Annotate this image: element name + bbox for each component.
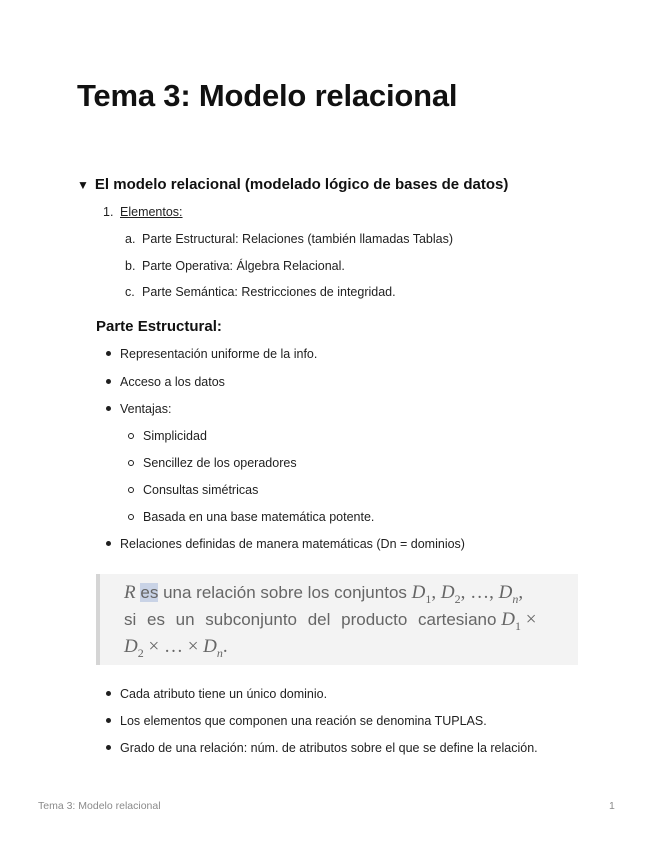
bullet-dot-icon — [106, 718, 111, 723]
math-sub: 2 — [454, 591, 461, 606]
sub-item-text: Parte Operativa: Álgebra Relacional. — [142, 259, 345, 273]
math-var: R — [124, 582, 136, 603]
math-sym: × — [525, 609, 537, 630]
bullet-item — [106, 741, 538, 755]
math-sym: × — [187, 636, 199, 657]
bullet-item — [106, 537, 465, 551]
math-var: D — [203, 636, 217, 657]
circle-bullet-icon — [128, 460, 134, 466]
math-var: D — [501, 609, 515, 630]
math-quote-block — [96, 574, 578, 665]
sub-bullet-item — [128, 510, 374, 524]
bullet-dot-icon — [106, 406, 111, 411]
bullet-dot-icon — [106, 745, 111, 750]
math-sym: . — [222, 636, 228, 657]
toggle-heading[interactable] — [77, 176, 508, 193]
section-heading: Parte Estructural: — [96, 318, 222, 335]
bullet-item — [106, 347, 317, 361]
math-sym: , — [518, 582, 524, 603]
sub-bullet-text: Simplicidad — [143, 429, 207, 443]
bullet-text: Los elementos que componen una reación se denomina TUPLAS. — [120, 714, 487, 728]
highlighted-word: es — [140, 583, 159, 602]
circle-bullet-icon — [128, 433, 134, 439]
ordered-list-item — [103, 205, 183, 219]
bullet-dot-icon — [106, 691, 111, 696]
elementos-label: Elementos: — [120, 205, 183, 219]
math-sym: , — [460, 582, 466, 603]
math-var: D — [498, 582, 513, 603]
bullet-text: Ventajas: — [120, 402, 172, 416]
bullet-dot-icon — [106, 351, 111, 356]
math-var: D — [411, 582, 426, 603]
sub-bullet-item — [128, 429, 207, 443]
math-sub: n — [512, 591, 519, 606]
math-sub: 2 — [137, 645, 144, 660]
quote-line-3 — [124, 636, 228, 661]
sub-bullet-text: Basada en una base matemática potente. — [143, 510, 375, 524]
quote-line-2 — [124, 609, 536, 634]
math-sym: , — [489, 582, 494, 603]
bullet-item — [106, 375, 225, 389]
bullet-item — [106, 402, 171, 416]
toggle-arrow-icon[interactable]: ▼ — [77, 177, 89, 192]
sub-item-text: Parte Estructural: Relaciones (también llamadas Tablas) — [142, 232, 454, 246]
circle-bullet-icon — [128, 487, 134, 493]
quote-text: si es un subconjunto del producto cartesiano — [124, 610, 497, 629]
sub-bullet-item — [128, 456, 297, 470]
page-title: Tema 3: Modelo relacional — [77, 78, 458, 113]
math-var: D — [124, 636, 138, 657]
bullet-text: Grado de una relación: núm. de atributos sobre el que se define la relación. — [120, 741, 538, 755]
quote-text: una relación sobre los conjuntos — [163, 583, 407, 602]
toggle-heading-label: El modelo relacional (modelado lógico de bases de datos) — [94, 176, 509, 193]
page-number: 1 — [609, 800, 615, 812]
math-sub: 1 — [425, 591, 432, 606]
bullet-dot-icon — [106, 379, 111, 384]
bullet-item — [106, 687, 327, 701]
math-sym: … — [470, 582, 490, 603]
footer-title: Tema 3: Modelo relacional — [38, 800, 161, 812]
math-var: D — [440, 582, 455, 603]
list-marker: a. — [125, 232, 136, 246]
math-sym: , — [431, 582, 437, 603]
bullet-text: Relaciones definidas de manera matemáticas (Dn = dominios) — [120, 537, 465, 551]
sub-list-item — [125, 259, 345, 273]
sub-list-item — [125, 232, 453, 246]
math-sym: … — [163, 636, 183, 657]
math-sub: 1 — [514, 618, 521, 633]
math-sym: × — [148, 636, 160, 657]
list-number: 1. — [103, 205, 114, 219]
sub-list-item — [125, 285, 396, 299]
sub-bullet-text: Sencillez de los operadores — [143, 456, 297, 470]
bullet-dot-icon — [106, 541, 111, 546]
list-marker: c. — [125, 285, 135, 299]
quote-line-1 — [124, 582, 523, 607]
list-marker: b. — [125, 259, 136, 273]
bullet-text: Cada atributo tiene un único dominio. — [120, 687, 328, 701]
sub-bullet-item — [128, 483, 258, 497]
bullet-text: Representación uniforme de la info. — [120, 347, 318, 361]
circle-bullet-icon — [128, 514, 134, 520]
sub-item-text: Parte Semántica: Restricciones de integridad. — [142, 285, 396, 299]
bullet-item — [106, 714, 487, 728]
bullet-text: Acceso a los datos — [120, 375, 225, 389]
math-sub: n — [216, 645, 223, 660]
sub-bullet-text: Consultas simétricas — [143, 483, 259, 497]
